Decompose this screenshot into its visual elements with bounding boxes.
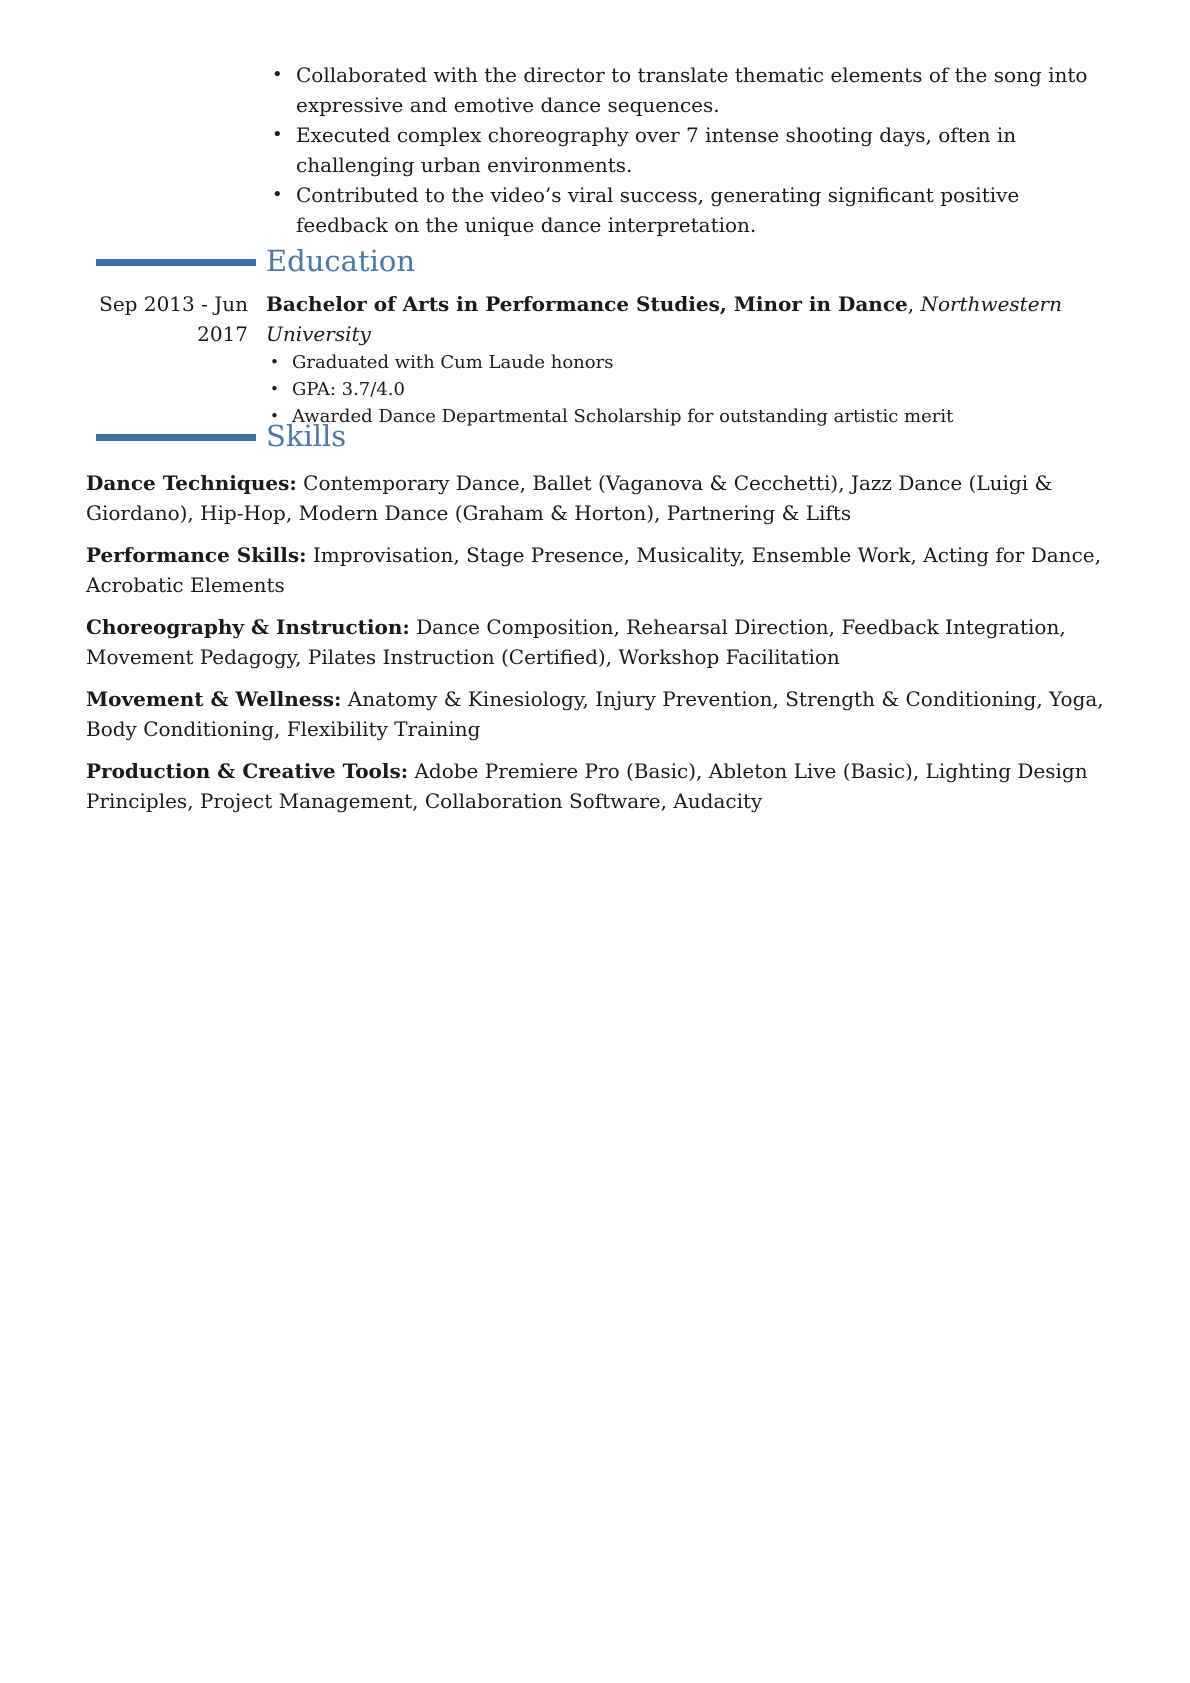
skill-value: Adobe Premiere Pro (Basic), Ableton Live (Basic), Lighting Design Principles, Project Management, Collaboration Software, Audacity: [86, 759, 1088, 813]
school: Northwestern University: [266, 292, 1062, 346]
list-item: • Graduated with Cum Laude honors: [266, 349, 1096, 376]
skill-label: Dance Techniques:: [86, 471, 297, 495]
skill-row: [86, 612, 1106, 672]
skills-section-header: [96, 418, 996, 458]
skill-label: Movement & Wellness:: [86, 687, 342, 711]
skills-list: [86, 468, 1106, 828]
list-item: • GPA: 3.7/4.0: [266, 376, 1096, 403]
section-rule: [96, 259, 256, 266]
skill-row: [86, 756, 1106, 816]
skill-value: Improvisation, Stage Presence, Musicality, Ensemble Work, Acting for Dance, Acrobatic Elements: [86, 543, 1101, 597]
education-section-header: [96, 243, 996, 283]
degree-separator: ,: [907, 292, 921, 316]
skill-row: [86, 468, 1106, 528]
list-item: • Executed complex choreography over 7 intense shooting days, often in challenging urban environments.: [272, 120, 1102, 180]
skill-label: Performance Skills:: [86, 543, 307, 567]
skill-value: Contemporary Dance, Ballet (Vaganova & Cecchetti), Jazz Dance (Luigi & Giordano), Hip-Hop, Modern Dance (Graham & Horton), Partnering & Lifts: [86, 471, 1053, 525]
degree: Bachelor of Arts in Performance Studies, Minor in Dance: [266, 292, 908, 316]
list-item: • Contributed to the video’s viral success, generating significant positive feedback on the unique dance interpretation.: [272, 180, 1102, 240]
education-entry: [266, 289, 1096, 430]
skill-row: [86, 684, 1106, 744]
list-item: • Awarded Dance Departmental Scholarship for outstanding artistic merit: [266, 403, 1096, 430]
skill-row: [86, 540, 1106, 600]
education-date: Sep 2013 - Jun 2017: [99, 292, 248, 346]
skill-label: Choreography & Instruction:: [86, 615, 410, 639]
skills-title: Skills: [266, 419, 347, 453]
skill-label: Production & Creative Tools:: [86, 759, 409, 783]
education-title: Education: [266, 244, 416, 278]
experience-continued-bullets: [272, 60, 1102, 240]
list-item: • Collaborated with the director to translate thematic elements of the song into expressive and emotive dance sequences.: [272, 60, 1102, 120]
skill-value: Anatomy & Kinesiology, Injury Prevention, Strength & Conditioning, Yoga, Body Conditioning, Flexibility Training: [86, 687, 1104, 741]
skill-value: Dance Composition, Rehearsal Direction, Feedback Integration, Movement Pedagogy, Pilates Instruction (Certified), Workshop Facilitation: [86, 615, 1066, 669]
section-rule: [96, 434, 256, 441]
